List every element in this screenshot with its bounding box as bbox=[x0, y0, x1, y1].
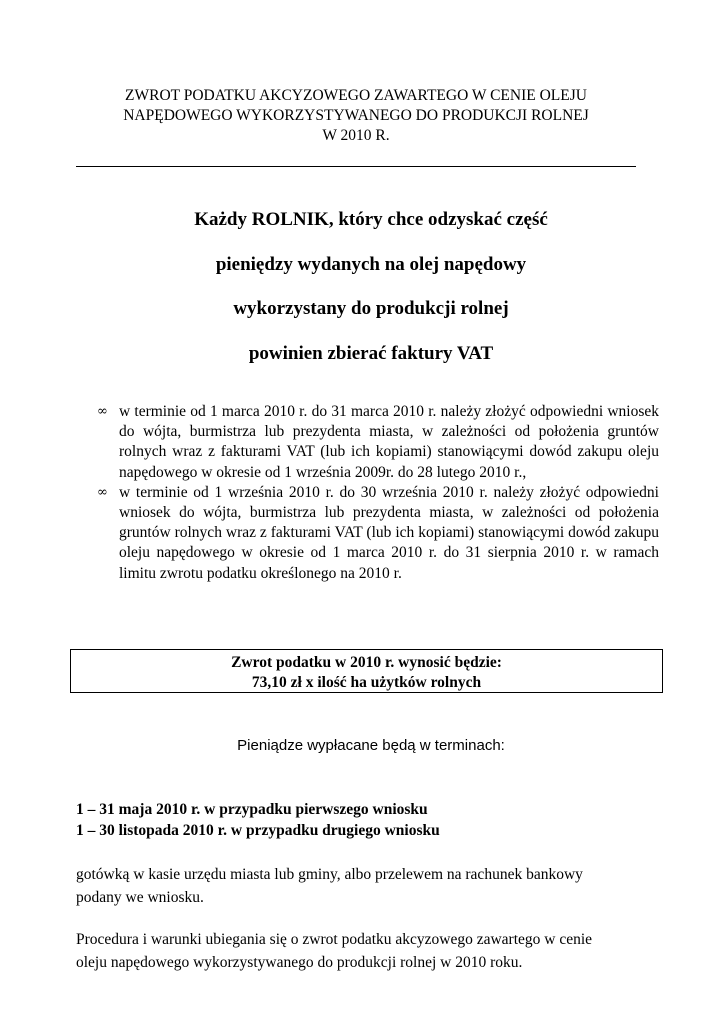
procedure-line-2: oleju napędowego wykorzystywanego do produkcji rolnej w 2010 roku. bbox=[76, 953, 523, 971]
deadline-list bbox=[97, 402, 659, 584]
payment-method bbox=[76, 864, 666, 909]
list-item-text: w terminie od 1 marca 2010 r. do 31 marca 2010 r. należy złożyć odpowiedni wniosek do wójta, burmistrza lub prezydenta miasta, w zależności od położenia gruntów rolnych wraz z fakturami VAT (lub ich kopiami) stanowiącymi dowód zakupu oleju napędowego w okresie od 1 września 2009r. do 28 lutego 2010 r., bbox=[119, 403, 659, 481]
payment-method-line-1: gotówką w kasie urzędu miasta lub gminy, albo przelewem na rachunek bankowy bbox=[76, 866, 583, 883]
document-header bbox=[76, 86, 636, 146]
procedure-note bbox=[76, 929, 666, 974]
refund-box-line-2: 73,10 zł x ilość ha użytków rolnych bbox=[251, 673, 482, 691]
payment-date-2: 1 – 30 listopada 2010 r. w przypadku drugiego wniosku bbox=[76, 822, 440, 839]
list-item bbox=[97, 483, 659, 584]
procedure-line-1: Procedura i warunki ubiegania się o zwrot podatku akcyzowego zawartego w cenie bbox=[76, 931, 593, 948]
header-divider bbox=[76, 166, 636, 167]
lead-line-3: wykorzystany do produkcji rolnej bbox=[233, 298, 509, 319]
header-line-2: NAPĘDOWEGO WYKORZYSTYWANEGO DO PRODUKCJI ROLNEJ bbox=[123, 107, 589, 124]
lead-line-2: pieniędzy wydanych na olej napędowy bbox=[215, 253, 527, 275]
header-line-3: W 2010 R. bbox=[322, 127, 390, 144]
lead-line-4: powinien zbierać faktury VAT bbox=[248, 342, 494, 364]
list-item bbox=[97, 402, 659, 483]
payment-dates bbox=[76, 799, 666, 841]
payment-method-line-2: podany we wniosku. bbox=[76, 888, 204, 906]
lead-line-1: Każdy ROLNIK, który chce odzyskać część bbox=[194, 209, 548, 230]
header-line-1: ZWROT PODATKU AKCYZOWEGO ZAWARTEGO W CENIE OLEJU bbox=[125, 87, 587, 104]
list-item-text: w terminie od 1 września 2010 r. do 30 września 2010 r. należy złożyć odpowiedni wniosek do wójta, burmistrza lub prezydenta miasta, w zależności od położenia gruntów rolnych wraz z fakturami VAT (lub ich kopiami) stanowiącymi dowód zakupu oleju napędowego w okresie od 1 marca 2010 r. do 31 sierpnia 2010 r. w ramach limitu zwrotu podatku określonego na 2010 r. bbox=[119, 483, 659, 582]
refund-box-line-1: Zwrot podatku w 2010 r. wynosić będzie: bbox=[231, 654, 502, 671]
infinity-bullet-icon: ∞ bbox=[97, 484, 108, 500]
payment-intro: Pieniądze wypłacane będą w terminach: bbox=[237, 737, 505, 754]
payment-date-1: 1 – 31 maja 2010 r. w przypadku pierwszego wniosku bbox=[76, 801, 428, 818]
refund-amount-box bbox=[70, 649, 663, 693]
infinity-bullet-icon: ∞ bbox=[97, 404, 108, 419]
lead-statement bbox=[76, 204, 666, 382]
